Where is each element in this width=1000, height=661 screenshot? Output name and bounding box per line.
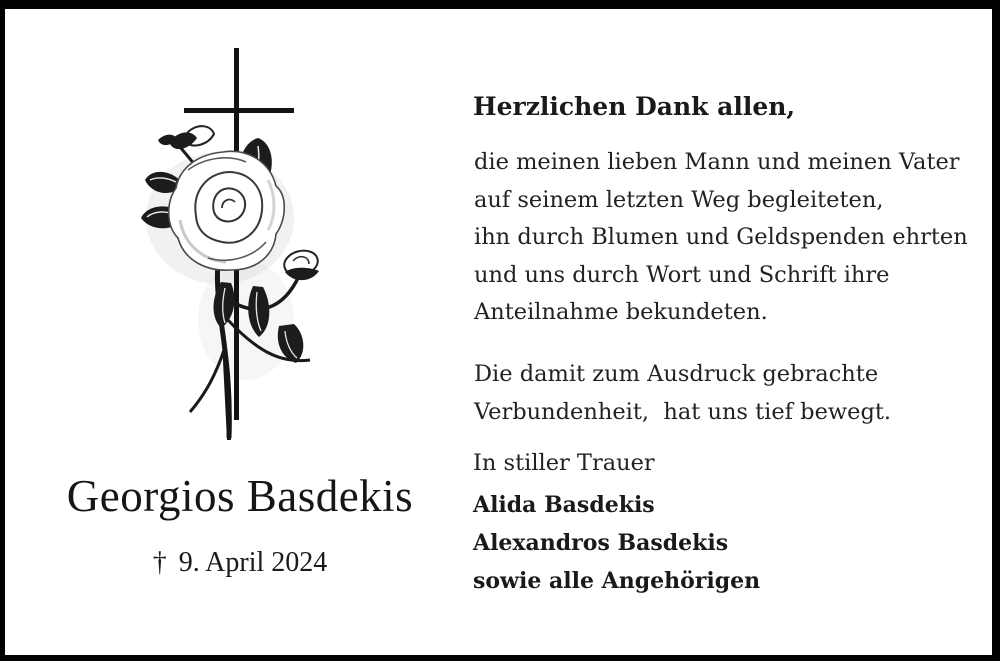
thanks-line: auf seinem letzten Weg begleiteten,	[474, 186, 884, 213]
thanks-line: und uns durch Wort und Schrift ihre	[474, 261, 890, 288]
deceased-name: Georgios Basdekis	[66, 471, 414, 521]
dagger-icon: †	[152, 547, 167, 578]
death-date	[25, 549, 455, 577]
moved-line: Die damit zum Ausdruck gebrachte	[474, 361, 879, 387]
moved-line: Verbundenheit, hat uns tief bewegt.	[474, 398, 892, 425]
moved-paragraph	[474, 356, 891, 431]
mourner-name: sowie alle Angehörigen	[473, 567, 761, 594]
mourner-name: Alida Basdekis	[473, 492, 655, 518]
thanks-paragraph	[474, 144, 968, 332]
thanks-heading: Herzlichen Dank allen,	[473, 92, 796, 121]
cross-and-rose-icon	[118, 20, 380, 442]
closing-line: In stiller Trauer	[473, 450, 655, 476]
thanks-line: ihn durch Blumen und Geldspenden ehrten	[474, 224, 968, 251]
mourners-block	[473, 487, 760, 600]
death-date-text: 9. April 2024	[178, 547, 328, 578]
thanks-line: die meinen lieben Mann und meinen Vater	[474, 149, 960, 175]
thanks-line: Anteilnahme bekundeten.	[474, 299, 768, 326]
mourner-name: Alexandros Basdekis	[473, 529, 729, 556]
